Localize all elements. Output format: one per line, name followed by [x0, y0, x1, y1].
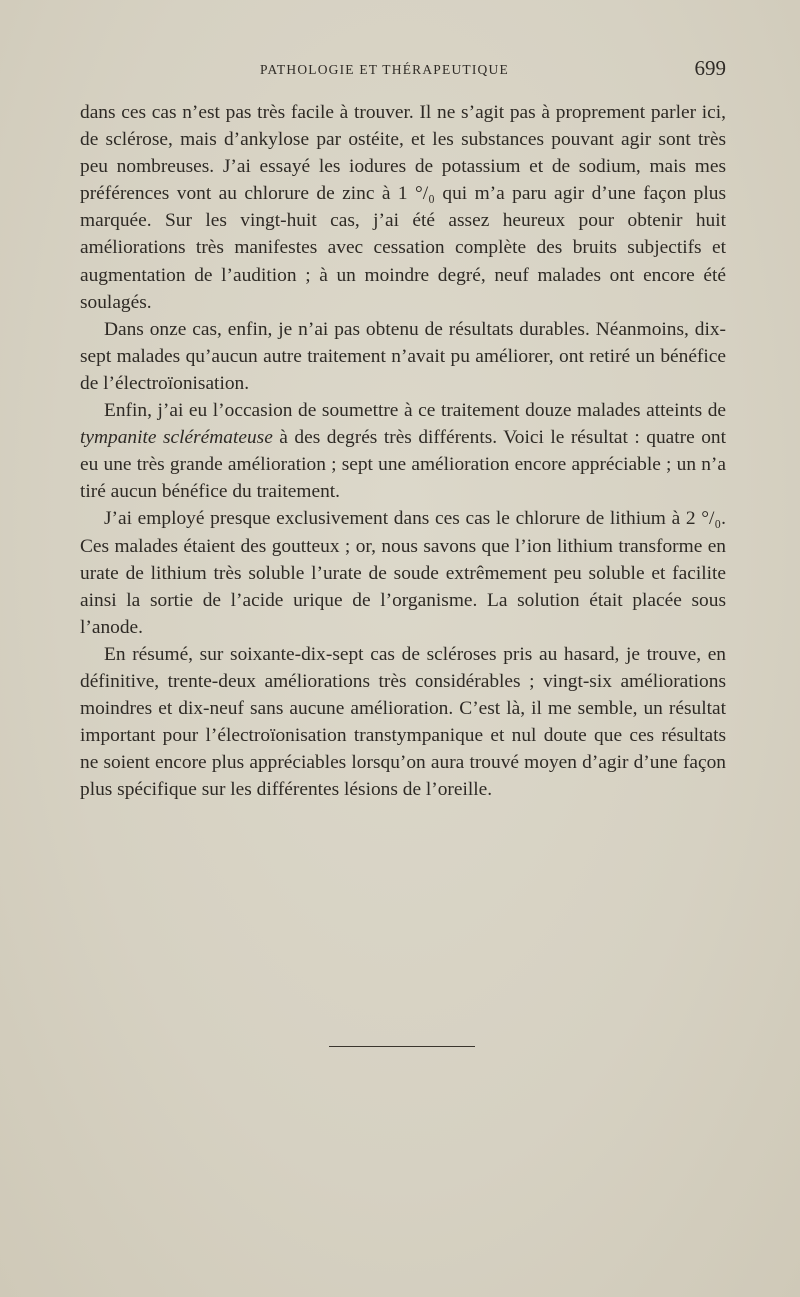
page-number: 699: [694, 56, 726, 80]
paragraph-lithium: J’ai employé presque exclusivement dans ces cas le chlorure de lithium à 2 °/₀. Ces malades étaient des goutteux ; or, nous savons que l’ion lithium transforme en urate de lithium très soluble l’urate de soude extrêmement peu soluble et facilite ainsi la sortie de l’acide urique de l’organisme. La solution était placée sous l’anode.: [80, 508, 726, 638]
paragraph-tympanite-before: Enfin, j’ai eu l’occasion de soumettre à ce traitement douze malades atteints de: [104, 400, 726, 422]
italic-term: tympanite sclérémateuse: [80, 427, 273, 449]
paragraph-resume: En résumé, sur soixante-dix-sept cas de scléroses pris au hasard, je trouve, en définitive, trente-deux améliorations très considérables ; vingt-six améliorations moindres et dix-neuf sans aucune amélioration. C’est là, il me semble, un résultat important pour l’électroïonisation transtympanique et nul doute que ces résultats ne soient encore plus appréciables lorsqu’on aura trouvé moyen d’agir d’une façon plus spécifique sur les différentes lésions de l’oreille.: [80, 643, 726, 801]
page-header: [80, 56, 726, 86]
closing-rule: [329, 1046, 475, 1047]
paragraph-onze-cas: Dans onze cas, enfin, je n’ai pas obtenu de résultats durables. Néanmoins, dix-sept malades qu’aucun autre traitement n’avait pu améliorer, ont retiré un bénéfice de l’électroïonisation.: [80, 318, 726, 394]
paragraph-tympanite: [80, 397, 726, 505]
paragraph-tympanite-after: à des degrés très différents. Voici le résultat : quatre ont eu une très grande amélioration ; sept une amélioration encore appréciable ; un n’a tiré aucun bénéfice du traitement.: [80, 427, 727, 503]
paragraph-continuation: dans ces cas n’est pas très facile à trouver. Il ne s’agit pas à proprement parler ici, de sclérose, mais d’ankylose par ostéite, et les substances pouvant agir sont très peu nombreuses. J’ai essayé les iodures de potassium et de sodium, mais mes préférences vont au chlorure de zinc à 1 °/₀ qui m’a paru agir d’une façon plus marquée. Sur les vingt-huit cas, j’ai été assez heureux pour obtenir huit améliorations très manifestes avec cessation complète des bruits subjectifs et augmentation de l’audition ; à un moindre degré, neuf malades ont encore été soulagés.: [80, 102, 726, 313]
body-text: [80, 99, 726, 803]
running-head: PATHOLOGIE ET THÉRAPEUTIQUE: [260, 62, 509, 77]
